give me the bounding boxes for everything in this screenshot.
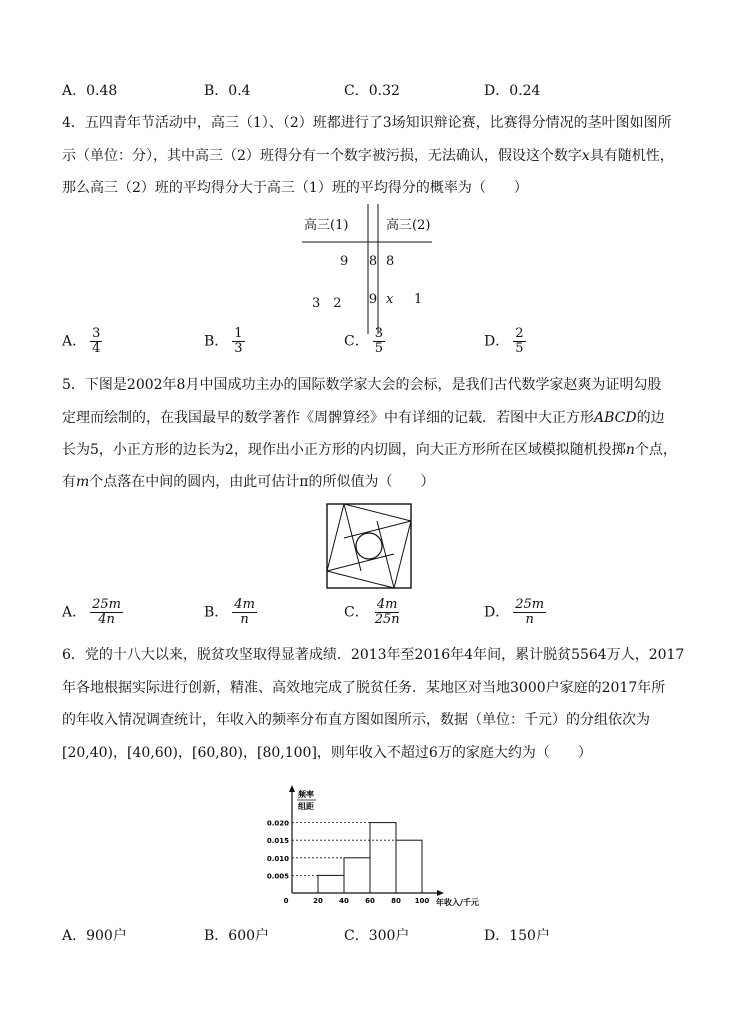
y-label-bottom: 组距: [298, 802, 314, 811]
q6-options: [62, 925, 702, 951]
q6-option-c: C．300户: [344, 928, 410, 944]
q5-options: [62, 598, 702, 632]
q6-line-2: 年各地根据实际进行创新，精准、高效地完成了脱贫任务．某地区对当地3000户家庭的2017年所: [62, 680, 666, 696]
stem-left-header: 高三(1): [304, 218, 349, 233]
q6-line-4: [20,40)，[40,60)，[60,80)，[80,100]，则年收入不超过6万的家庭大约为（ ）: [62, 745, 592, 761]
q6-line-3: 的年收入情况调查统计，年收入的频率分布直方图如图所示，数据（单位：千元）的分组依次为: [62, 712, 650, 728]
stem-row1-left: 9: [340, 254, 349, 269]
stem-row2-right: 1: [414, 292, 423, 307]
stem-row2-x: x: [386, 292, 394, 307]
x-tick-label: 20: [313, 897, 323, 905]
q3-option-b: B．0.4: [204, 83, 251, 99]
stem-right-header: 高三(2): [386, 218, 431, 233]
stem-leaf-plot: [300, 204, 435, 344]
income-histogram: [262, 778, 502, 913]
x-tick-label: 100: [414, 897, 430, 905]
y-label-top: 频率: [298, 790, 314, 799]
q5-line-2: 定理而绘制的，在我国最早的数学著作《周髀算经》中有详细的记载．若图中大正方形ABCD的边: [62, 410, 665, 426]
histogram-svg: [262, 778, 502, 913]
q3-option-d: D．0.24: [484, 83, 541, 99]
q6-option-b: B．600户: [204, 928, 270, 944]
stem-row2-left: 3 2: [312, 296, 342, 311]
histogram-bar: [344, 858, 370, 893]
q3-option-c: C．0.32: [344, 83, 400, 99]
q4-line-2: 示（单位：分），其中高三（2）班得分有一个数字被污损，无法确认，假设这个数字x具有随机性，: [62, 148, 674, 164]
x-axis-label: 年收入/千元: [436, 898, 479, 907]
histogram-bar: [370, 823, 396, 893]
q4-option-d: D． $\frac{2}{5}$: [484, 326, 524, 356]
q5-option-b: B． $\frac{4m}{n}$: [204, 597, 255, 627]
stem-row2-stem: 9: [368, 292, 378, 307]
q5-line-3: 长为5，小正方形的边长为2，现作出小正方形的内切圆，向大正方形所在区域模拟随机投掷n个点，: [62, 442, 677, 458]
q4-line-1: 4．五四青年节活动中，高三（1）、（2）班都进行了3场知识辩论赛，比赛得分情况的茎叶图如图所: [62, 115, 672, 131]
histogram-bar: [396, 840, 422, 893]
y-tick-label: 0.015: [266, 837, 289, 846]
x-tick-label: 40: [339, 897, 349, 905]
q4-option-a: A． $\frac{3}{4}$: [62, 326, 101, 356]
x-tick-label: 80: [391, 897, 401, 905]
q4-option-b: B． $\frac{1}{3}$: [204, 326, 243, 356]
y-tick-label: 0.020: [266, 819, 289, 828]
q5-option-c: C． $\frac{4m}{25n}$: [344, 597, 400, 627]
q4-option-c: C． $\frac{3}{5}$: [344, 326, 383, 356]
q6-option-d: D．150户: [484, 928, 550, 944]
q6-option-a: A．900户: [62, 928, 127, 944]
x-tick-label: 0: [283, 897, 289, 905]
y-tick-label: 0.010: [266, 854, 289, 863]
q3-options: [62, 80, 702, 106]
q5-line-1: 5．下图是2002年8月中国成功主办的国际数学家大会的会标，是我们古代数学家赵爽为证明勾股: [62, 377, 662, 393]
q5-option-a: A． $\frac{25m}{4n}$: [62, 597, 121, 627]
histogram-bar: [318, 875, 344, 893]
y-tick-label: 0.005: [266, 872, 289, 881]
x-tick-label: 60: [365, 897, 375, 905]
q4-line-3: 那么高三（2）班的平均得分大于高三（1）班的平均得分的概率为（ ）: [62, 180, 528, 196]
congress-emblem-figure: [326, 503, 412, 589]
q4-options: [62, 327, 702, 361]
q5-line-4: 有m个点落在中间的圆内，由此可估计π的所似值为（ ）: [62, 474, 435, 490]
x-axis-arrow: [437, 890, 444, 896]
q6-line-1: 6．党的十八大以来，脱贫攻坚取得显著成绩．2013年至2016年4年间，累计脱贫5564万人，2017: [62, 647, 685, 663]
stem-row1-right: 8: [386, 254, 395, 269]
stem-row1-stem: 8: [368, 254, 378, 269]
y-axis-arrow: [289, 785, 295, 792]
q5-option-d: D． $\frac{25m}{n}$: [484, 597, 545, 627]
q3-option-a: A．0.48: [62, 83, 118, 99]
